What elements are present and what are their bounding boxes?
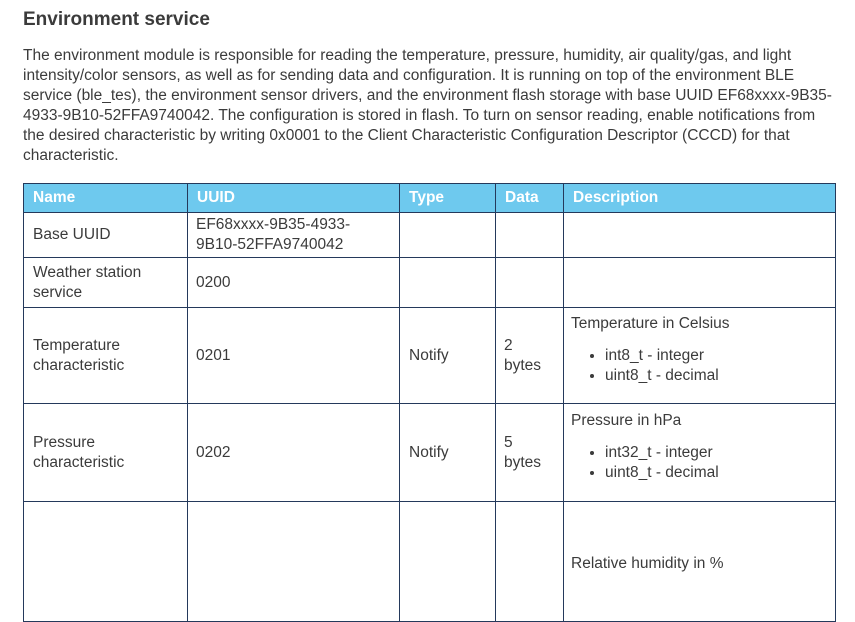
table-row <box>24 308 836 404</box>
intro-paragraph: The environment module is responsible for reading the temperature, pressure, humidity, air quality/gas, and light intensity/color sensors, as well as for sending data and configuration. It is running on top of the environment BLE service (ble_tes), the environment sensor drivers, and the environment flash storage with base UUID EF68xxxx-9B35-4933-9B10-52FFA9740042. The configuration is stored in flash. To turn on sensor reading, enable notifications from the desired characteristic by writing 0x0001 to the Client Characteristic Configuration Descriptor (CCCD) for that characteristic. <box>23 47 832 164</box>
column-header-uuid: UUID <box>188 184 400 213</box>
table-header-row <box>24 184 836 213</box>
type-cell: Notify <box>400 308 496 404</box>
column-header-data: Data <box>496 184 564 213</box>
uuid-cell: 0200 <box>188 258 400 308</box>
description-title: Temperature in Celsius <box>571 314 730 332</box>
description-title: Pressure in hPa <box>571 411 682 429</box>
data-cell: 5 bytes <box>496 404 564 502</box>
description-bullet: • uint8_t - decimal <box>605 366 827 386</box>
environment-service-table <box>23 183 836 622</box>
description-title: Relative humidity in % <box>571 554 724 572</box>
data-cell <box>496 213 564 258</box>
name-cell <box>24 502 188 622</box>
table-row <box>24 502 836 622</box>
table-row <box>24 258 836 308</box>
description-cell <box>564 258 836 308</box>
uuid-cell <box>188 502 400 622</box>
description-bullet-list <box>571 443 827 483</box>
type-cell <box>400 258 496 308</box>
description-cell <box>564 213 836 258</box>
description-cell <box>564 404 836 502</box>
data-cell <box>496 258 564 308</box>
uuid-cell: EF68xxxx-9B35-4933-9B10-52FFA9740042 <box>188 213 400 258</box>
table-row <box>24 404 836 502</box>
type-cell: Notify <box>400 404 496 502</box>
column-header-name: Name <box>24 184 188 213</box>
name-cell: Temperature characteristic <box>24 308 188 404</box>
name-cell: Base UUID <box>24 213 188 258</box>
name-cell: Pressure characteristic <box>24 404 188 502</box>
table-body <box>24 213 836 622</box>
name-cell: Weather station service <box>24 258 188 308</box>
uuid-cell: 0201 <box>188 308 400 404</box>
description-bullet: • uint8_t - decimal <box>605 463 827 483</box>
column-header-type: Type <box>400 184 496 213</box>
description-cell <box>564 502 836 622</box>
description-bullet-list <box>571 346 827 386</box>
column-header-description: Description <box>564 184 836 213</box>
description-cell <box>564 308 836 404</box>
type-cell <box>400 213 496 258</box>
table-head <box>24 184 836 213</box>
description-bullet: • int8_t - integer <box>605 346 827 366</box>
data-cell <box>496 502 564 622</box>
type-cell <box>400 502 496 622</box>
page-title: Environment service <box>23 9 210 30</box>
description-bullet: • int32_t - integer <box>605 443 827 463</box>
uuid-cell: 0202 <box>188 404 400 502</box>
table-row <box>24 213 836 258</box>
data-cell: 2 bytes <box>496 308 564 404</box>
